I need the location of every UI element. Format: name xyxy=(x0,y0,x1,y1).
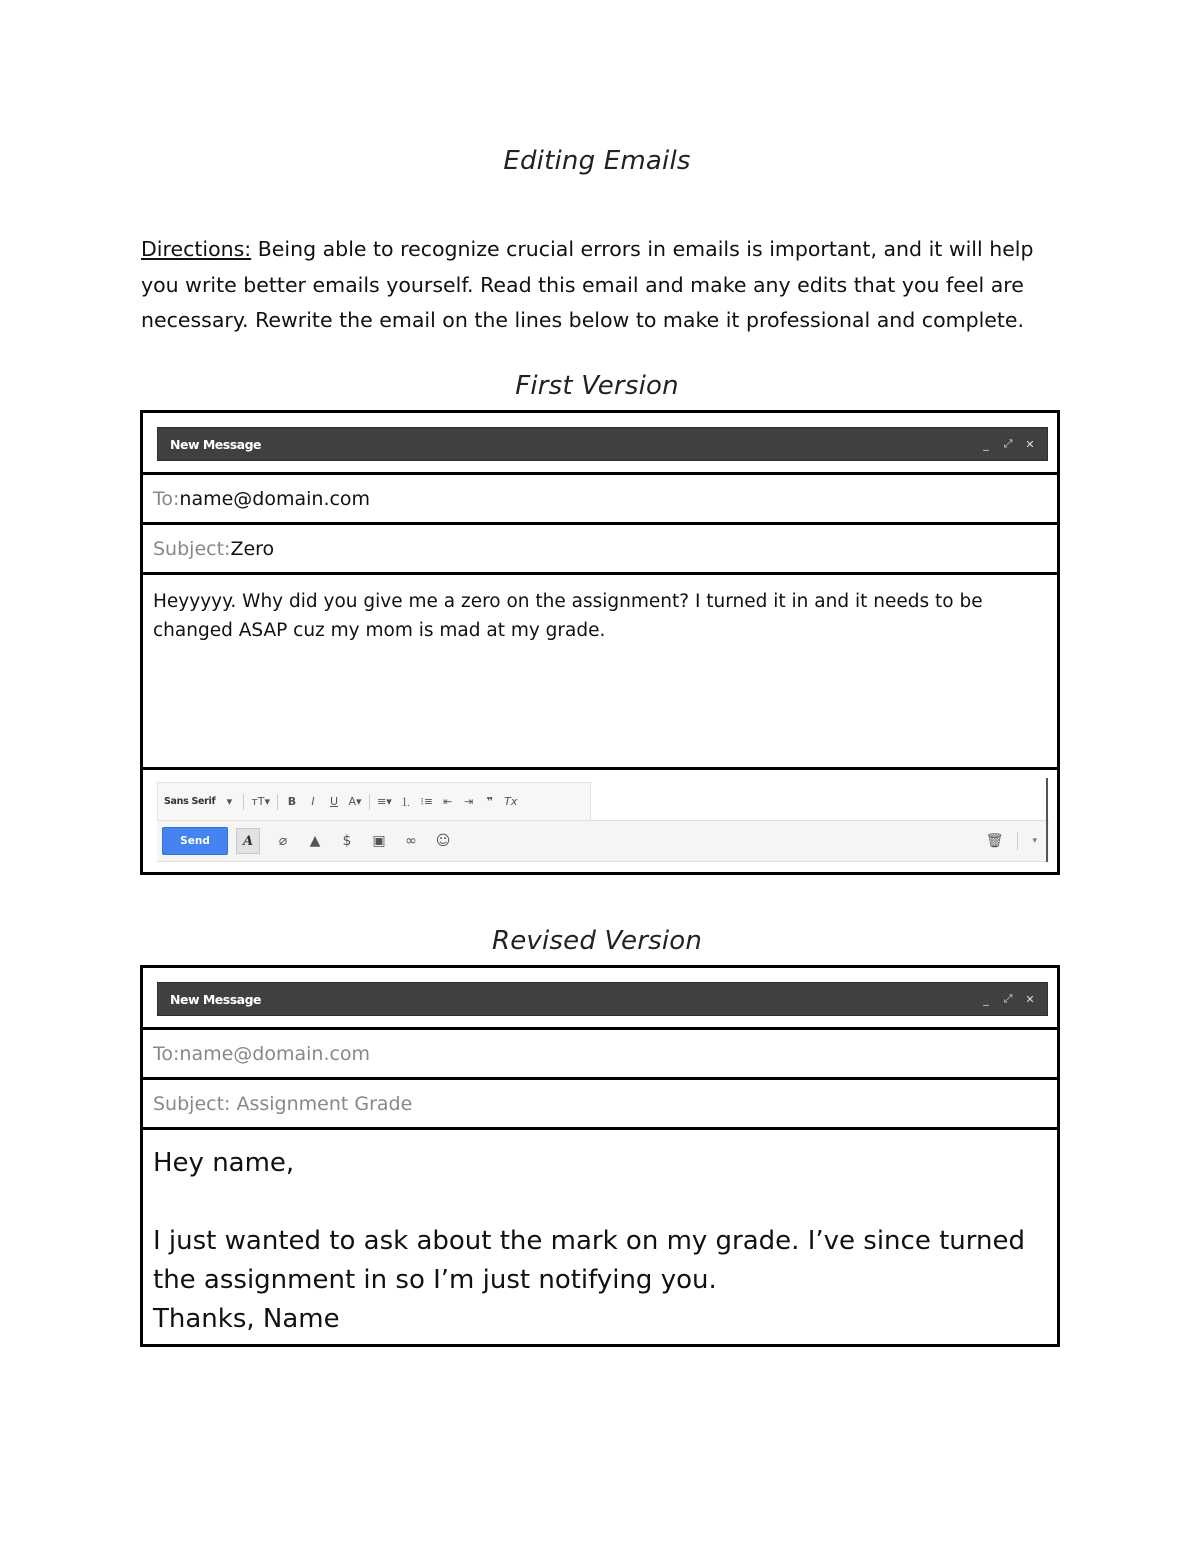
more-options-icon[interactable]: ▾ xyxy=(1032,836,1037,846)
subject-field[interactable] xyxy=(143,525,1057,575)
bulleted-list-icon[interactable]: ⁝≡ xyxy=(420,795,434,808)
directions-text: Being able to recognize crucial errors in emails is important, and it will help you write better emails yourself. Read this email and make any edits that you feel are necessary. Rewrite the email on the lines below to make it professional and complete. xyxy=(141,237,1034,332)
toolbar-divider xyxy=(277,794,278,810)
indent-less-icon[interactable]: ⇤ xyxy=(443,795,453,808)
compose-toolbar xyxy=(143,770,1057,872)
minimize-icon[interactable]: _ xyxy=(983,437,989,451)
to-label: To: xyxy=(153,487,180,510)
quote-icon[interactable]: ❞ xyxy=(486,795,493,808)
revised-version-email xyxy=(140,965,1060,1347)
email-body[interactable] xyxy=(143,1130,1057,1351)
body-paragraph: I just wanted to ask about the mark on my grade. I’ve since turned the assignment in so I’m just notifying you. xyxy=(153,1226,1025,1295)
directions-label: Directions: xyxy=(141,237,252,261)
to-field[interactable] xyxy=(143,1030,1057,1080)
money-icon[interactable]: $ xyxy=(342,833,352,849)
attachment-icon[interactable]: ⌀ xyxy=(278,833,288,849)
toolbar-divider xyxy=(1017,832,1018,850)
action-bar xyxy=(157,820,1049,862)
first-version-email xyxy=(140,410,1060,875)
window-controls xyxy=(981,437,1035,451)
drive-icon[interactable]: ▲ xyxy=(309,833,321,849)
close-icon[interactable]: ✕ xyxy=(1025,437,1035,451)
send-button[interactable]: Send xyxy=(162,827,228,855)
emoji-icon[interactable]: ☺ xyxy=(435,833,451,849)
compose-header-row xyxy=(143,413,1057,475)
trash-icon[interactable]: 🗑︎ xyxy=(985,833,1004,849)
to-text: To:name@domain.com xyxy=(153,1042,371,1065)
font-size-icon[interactable]: ᴛT▾ xyxy=(251,795,270,808)
page-title: Editing Emails xyxy=(503,146,691,176)
compose-title-bar[interactable] xyxy=(157,982,1048,1016)
expand-icon[interactable]: ⤢ xyxy=(1003,437,1013,450)
toolbar-divider xyxy=(243,794,244,810)
revised-version-heading: Revised Version xyxy=(491,926,703,956)
formatting-toggle-button[interactable]: A xyxy=(236,828,260,854)
align-icon[interactable]: ≡▾ xyxy=(377,795,392,808)
greeting-line: Hey name, xyxy=(153,1148,295,1178)
subject-text: Subject: Assignment Grade xyxy=(153,1092,413,1115)
compose-title: New Message xyxy=(170,436,261,452)
font-select[interactable]: Sans Serif xyxy=(164,796,216,807)
first-version-heading: First Version xyxy=(515,371,679,401)
toolbar-divider xyxy=(369,794,370,810)
minimize-icon[interactable]: _ xyxy=(983,992,989,1006)
underline-icon[interactable]: U xyxy=(329,795,339,808)
compose-header-row xyxy=(143,968,1057,1030)
link-icon[interactable]: ∞ xyxy=(405,833,417,849)
formatting-toolbar xyxy=(157,782,591,820)
close-icon[interactable]: ✕ xyxy=(1025,992,1035,1006)
chevron-down-icon[interactable]: ▾ xyxy=(226,795,233,808)
photo-icon[interactable]: ▣ xyxy=(372,833,386,849)
closing-line: Thanks, Name xyxy=(153,1304,340,1334)
remove-formatting-icon[interactable]: Tx xyxy=(504,795,518,808)
subject-field[interactable] xyxy=(143,1080,1057,1130)
directions-paragraph xyxy=(141,232,1061,339)
subject-label: Subject: xyxy=(153,537,231,560)
to-field[interactable] xyxy=(143,475,1057,525)
email-body[interactable]: Heyyyyy. Why did you give me a zero on the assignment? I turned it in and it needs to be changed ASAP cuz my mom is mad at my grade. xyxy=(143,575,1057,770)
expand-icon[interactable]: ⤢ xyxy=(1003,992,1013,1005)
text-color-icon[interactable]: A▾ xyxy=(348,795,362,808)
compose-title: New Message xyxy=(170,991,261,1007)
indent-more-icon[interactable]: ⇥ xyxy=(464,795,474,808)
toolbar-edge xyxy=(1046,778,1048,862)
subject-value: Zero xyxy=(230,537,275,560)
to-value: name@domain.com xyxy=(179,487,371,510)
window-controls xyxy=(981,992,1035,1006)
bold-icon[interactable]: B xyxy=(287,795,297,808)
italic-icon[interactable]: I xyxy=(311,795,315,808)
compose-title-bar[interactable] xyxy=(157,427,1048,461)
numbered-list-icon[interactable]: ⒈ xyxy=(400,795,412,809)
